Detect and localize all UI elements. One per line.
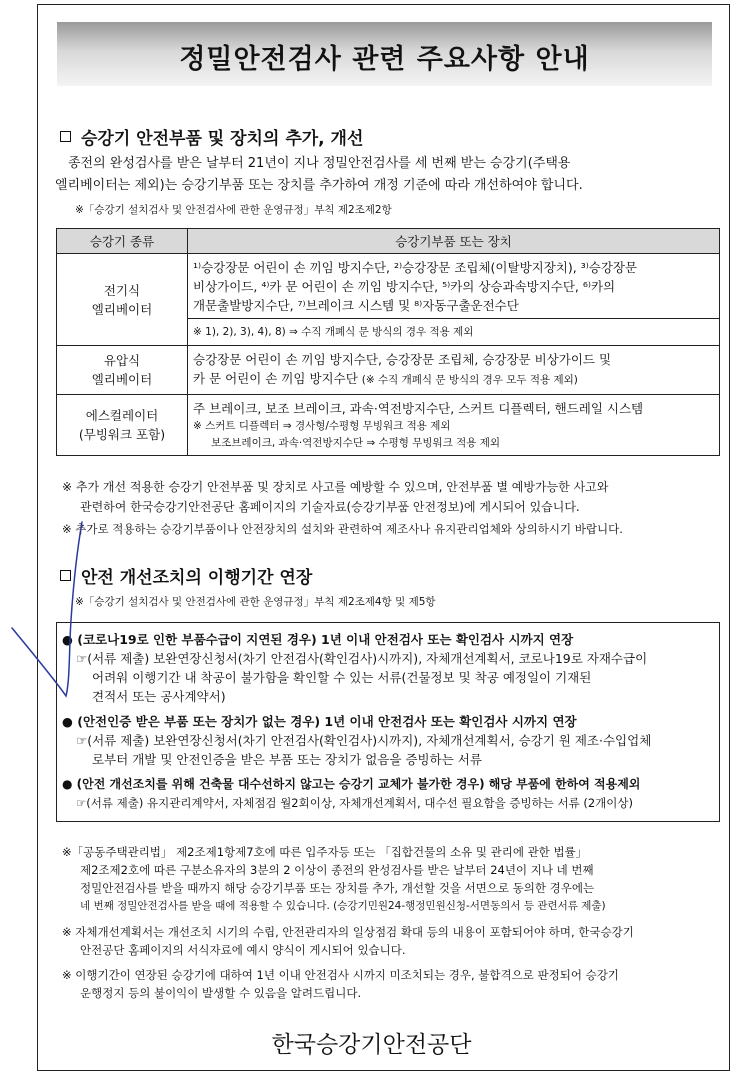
table-header-kind: 승강기 종류 <box>57 229 188 254</box>
organization-name: 한국승강기안전공단 <box>271 1032 472 1058</box>
table-header-device: 승강기부품 또는 장치 <box>188 229 720 254</box>
section1-para-line2: 엘리베이터는 제외)는 승강기부품 또는 장치를 추가하여 개정 기준에 따라 개선하여야 합니다. <box>55 178 583 193</box>
device-note: (※ 수직 개폐식 문 방식의 경우 모두 적용 제외) <box>361 374 578 386</box>
section1-para-line1: 종전의 완성검사를 받은 날부터 21년이 지나 정밀안전검사를 세 번째 받는 승강기(주택용 <box>68 156 571 171</box>
extension-item-sub: 견적서 또는 공사계약서) <box>92 689 226 704</box>
kind-line: 엘리베이터 <box>91 372 153 387</box>
note-line: ※ 이행기간이 연장된 승강기에 대하여 1년 이내 안전검사 시까지 미조치되는 경우, 불합격으로 판정되어 승강기 <box>62 968 619 982</box>
note-line: 정밀안전검사를 받을 때까지 해당 승강기부품 또는 장치를 추가, 개선할 것을 서면으로 동의한 경우에는 <box>80 881 595 895</box>
kind-line: 유압식 <box>103 353 141 368</box>
note-line: ※ 자체개선계획서는 개선조치 시기의 수립, 안전관리자의 일상점검 확대 등의 내용이 포함되어야 하며, 한국승강기 <box>62 925 634 939</box>
note-line: 운행정지 등의 불이익이 발생할 수 있음을 알려드립니다. <box>80 986 362 1000</box>
device-line: 승강장문 어린이 손 끼임 방지수단, 승강장문 조립체, 승강장문 비상가이드 및 <box>193 352 612 367</box>
section1-heading-text: 승강기 안전부품 및 장치의 추가, 개선 <box>81 129 364 149</box>
extension-item-sub: 로부터 개발 및 안전인증을 받은 부품 또는 장치가 없음을 증빙하는 서류 <box>92 752 482 767</box>
kind-line: 에스컬레이터 <box>85 408 159 423</box>
extension-item-main-text: (안전인증 받은 부품 또는 장치가 없는 경우) 1년 이내 안전검사 또는 확인검사 시까지 연장 <box>77 714 577 729</box>
table-cell-note: ※ 1), 2), 3), 4), 8) ⇒ 수직 개폐식 문 방식의 경우 적용 제외 <box>188 319 720 346</box>
after-note-line: 관련하여 한국승강기안전공단 홈페이지의 기술자료(승강기부품 안전정보)에 게시되어 있습니다. <box>80 500 580 514</box>
device-note: 보조브레이크, 과속·역전방지수단 ⇒ 수평형 무빙워크 적용 제외 <box>211 436 501 449</box>
kind-line: 엘리베이터 <box>91 301 153 317</box>
device-line: ¹⁾승강장문 어린이 손 끼임 방지수단, ²⁾승강장문 조립체(이탈방지장치), ³⁾승강장문 <box>193 259 638 275</box>
extension-item-main-text: (코로나19로 인한 부품수급이 지연된 경우) 1년 이내 안전검사 또는 확인검사 시까지 연장 <box>77 632 574 647</box>
note-line: 안전공단 홈페이지의 서식자료에 예시 양식이 게시되어 있습니다. <box>80 943 406 957</box>
extension-item-main-text: (안전 개선조치를 위해 건축물 대수선하지 않고는 승강기 교체가 불가한 경우) 해당 부품에 한하여 적용제외 <box>76 777 641 791</box>
after-note-2: ※ 추가로 적용하는 승강기부품이나 안전장치의 설치와 관련하여 제조사나 유지관리업체와 상의하시기 바랍니다. <box>62 522 623 536</box>
note-line: 네 번째 정밀안전검사를 받을 때에 적용할 수 있습니다. (승강기민원24-행정민원신청-서면동의서 등 관련서류 제출) <box>80 900 606 912</box>
extension-item-main: ● (안전인증 받은 부품 또는 장치가 없는 경우) 1년 이내 안전검사 또는 확인검사 시까지 연장 <box>62 714 577 729</box>
device-line: 주 브레이크, 보조 브레이크, 과속·역전방지수단, 스커트 디플렉터, 핸드레일 시스템 <box>193 400 644 416</box>
extension-item-main: ● (코로나19로 인한 부품수급이 지연된 경우) 1년 이내 안전검사 또는 확인검사 시까지 연장 <box>62 632 574 647</box>
device-line: 개문출발방지수단, ⁷⁾브레이크 시스템 및 ⁸⁾자동구출운전수단 <box>193 297 519 313</box>
note-line: 제2조제2호에 따른 구분소유자의 3분의 2 이상이 종전의 완성검사를 받은 날부터 24년이 지나 네 번째 <box>80 863 594 877</box>
device-line-text: 카 문 어린이 손 끼임 방지수단 <box>193 371 358 386</box>
section2-heading-text: 안전 개선조치의 이행기간 연장 <box>81 568 313 588</box>
device-line: 비상가이드, ⁴⁾카 문 어린이 손 끼임 방지수단, ⁵⁾카의 상승과속방지수단, ⁶⁾카의 <box>193 278 616 294</box>
after-note-line: ※ 추가 개선 적용한 승강기 안전부품 및 장치로 사고를 예방할 수 있으며, 안전부품 별 예방가능한 사고와 <box>62 480 609 494</box>
kind-line: 전기식 <box>103 282 141 298</box>
extension-item-main: ● (안전 개선조치를 위해 건축물 대수선하지 않고는 승강기 교체가 불가한 경우) 해당 부품에 한하여 적용제외 <box>62 777 641 791</box>
note-line: ※「공동주택관리법」 제2조제1항제7호에 따른 입주자등 또는 「집합건물의 소유 및 관리에 관한 법률」 <box>62 845 588 859</box>
kind-line: (무빙워크 포함) <box>78 427 166 442</box>
extension-item-sub: ☞(서류 제출) 유지관리계약서, 자체점검 월2회이상, 자체개선계획서, 대수선 필요함을 증빙하는 서류 (2개이상) <box>76 796 633 810</box>
extension-item-sub: ☞(서류 제출) 보완연장신청서(차기 안전검사(확인검사)시까지), 자체개선계획서, 코로나19로 자재수급이 <box>76 651 648 666</box>
section2-reference: ※「승강기 설치검사 및 안전검사에 관한 운영규정」부칙 제2조제4항 및 제5항 <box>75 596 436 608</box>
extension-item-sub: 어려워 이행기간 내 착공이 불가함을 확인할 수 있는 서류(건물정보 및 착공 예정일이 기재된 <box>92 670 592 685</box>
device-note: ※ 스커트 디플렉터 ⇒ 경사형/수평형 무빙워크 적용 제외 <box>193 419 451 432</box>
section1-reference: ※「승강기 설치검사 및 안전검사에 관한 운영규정」부칙 제2조제2항 <box>75 204 392 216</box>
extension-item-sub: ☞(서류 제출) 보완연장신청서(차기 안전검사(확인검사)시까지), 자체개선계획서, 승강기 원 제조·수입업체 <box>76 733 652 748</box>
page-title: 정밀안전검사 관련 주요사항 안내 <box>179 44 590 75</box>
